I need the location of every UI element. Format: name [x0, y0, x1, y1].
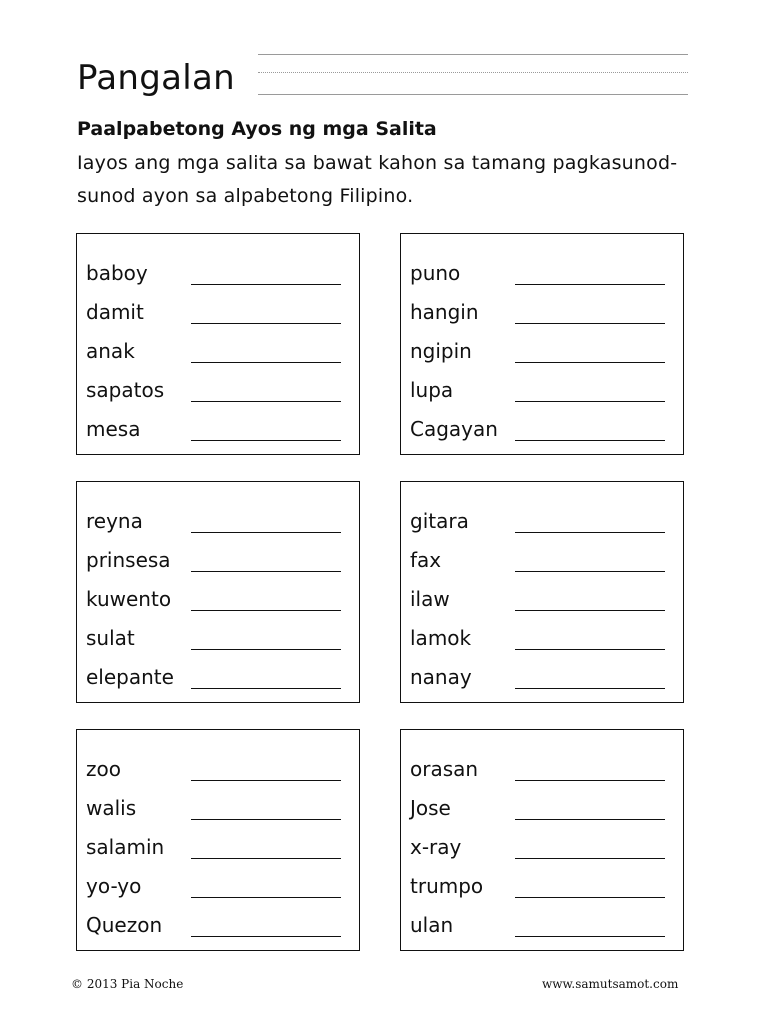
word-row: [86, 585, 348, 615]
name-writing-lines[interactable]: [258, 54, 688, 98]
answer-blank[interactable]: [191, 323, 341, 324]
word: puno: [410, 261, 461, 285]
word-row: [410, 585, 672, 615]
word-row: [86, 624, 348, 654]
word: kuwento: [86, 587, 172, 611]
word: Jose: [410, 796, 451, 820]
word-box-3: [76, 481, 360, 703]
word: elepante: [86, 665, 174, 689]
word-row: [410, 415, 672, 445]
word-row: [410, 663, 672, 693]
name-label: Pangalan: [77, 58, 236, 98]
word-row: [86, 415, 348, 445]
answer-blank[interactable]: [191, 780, 341, 781]
word-box-5: [76, 729, 360, 951]
word-row: [410, 911, 672, 941]
answer-blank[interactable]: [515, 688, 665, 689]
word-row: [86, 663, 348, 693]
answer-blank[interactable]: [515, 610, 665, 611]
answer-blank[interactable]: [515, 897, 665, 898]
word: baboy: [86, 261, 148, 285]
word: x-ray: [410, 835, 462, 859]
answer-blank[interactable]: [515, 532, 665, 533]
name-top-line: [258, 54, 688, 55]
word: reyna: [86, 509, 143, 533]
word-row: [410, 794, 672, 824]
website-link[interactable]: www.samutsamot.com: [542, 977, 679, 991]
word: damit: [86, 300, 144, 324]
word: ilaw: [410, 587, 450, 611]
word: mesa: [86, 417, 141, 441]
word-row: [86, 755, 348, 785]
word-row: [410, 755, 672, 785]
word-row: [410, 872, 672, 902]
word-row: [86, 911, 348, 941]
word-row: [410, 546, 672, 576]
answer-blank[interactable]: [191, 649, 341, 650]
word: anak: [86, 339, 135, 363]
answer-blank[interactable]: [191, 858, 341, 859]
word: trumpo: [410, 874, 484, 898]
word-row: [410, 376, 672, 406]
word-row: [410, 337, 672, 367]
word: Quezon: [86, 913, 163, 937]
word: prinsesa: [86, 548, 171, 572]
word-row: [410, 259, 672, 289]
instructions: Iayos ang mga salita sa bawat kahon sa tamang pagkasunod-sunod ayon sa alpabetong Filipino.: [77, 152, 678, 207]
word-row: [86, 833, 348, 863]
word-row: [410, 507, 672, 537]
word: fax: [410, 548, 442, 572]
answer-blank[interactable]: [515, 571, 665, 572]
answer-blank[interactable]: [191, 532, 341, 533]
word: nanay: [410, 665, 472, 689]
word-row: [86, 794, 348, 824]
word: Cagayan: [410, 417, 498, 441]
answer-blank[interactable]: [191, 688, 341, 689]
word: ulan: [410, 913, 454, 937]
word-row: [86, 872, 348, 902]
word: lamok: [410, 626, 472, 650]
word-row: [86, 376, 348, 406]
name-dotted-midline: [258, 72, 688, 73]
word: gitara: [410, 509, 469, 533]
answer-blank[interactable]: [191, 897, 341, 898]
answer-blank[interactable]: [191, 362, 341, 363]
word: sulat: [86, 626, 135, 650]
word-row: [410, 833, 672, 863]
answer-blank[interactable]: [191, 610, 341, 611]
word: lupa: [410, 378, 454, 402]
word-box-1: [76, 233, 360, 455]
word-row: [86, 298, 348, 328]
worksheet-title: Paalpabetong Ayos ng mga Salita: [77, 118, 437, 140]
word: yo-yo: [86, 874, 142, 898]
word-row: [86, 259, 348, 289]
name-base-line: [258, 94, 688, 95]
answer-blank[interactable]: [191, 571, 341, 572]
word-row: [410, 624, 672, 654]
answer-blank[interactable]: [515, 649, 665, 650]
answer-blank[interactable]: [191, 284, 341, 285]
answer-blank[interactable]: [515, 323, 665, 324]
word-row: [86, 546, 348, 576]
word: zoo: [86, 757, 121, 781]
word: walis: [86, 796, 137, 820]
answer-blank[interactable]: [515, 362, 665, 363]
answer-blank[interactable]: [515, 858, 665, 859]
word-row: [86, 507, 348, 537]
word: orasan: [410, 757, 479, 781]
word-box-6: [400, 729, 684, 951]
word-row: [86, 337, 348, 367]
answer-blank[interactable]: [191, 401, 341, 402]
word-row: [410, 298, 672, 328]
answer-blank[interactable]: [191, 819, 341, 820]
answer-blank[interactable]: [515, 284, 665, 285]
word: ngipin: [410, 339, 472, 363]
word: sapatos: [86, 378, 165, 402]
answer-blank[interactable]: [515, 401, 665, 402]
answer-blank[interactable]: [191, 440, 341, 441]
copyright-notice: © 2013 Pia Noche: [71, 977, 184, 991]
word: hangin: [410, 300, 479, 324]
answer-blank[interactable]: [515, 780, 665, 781]
word: salamin: [86, 835, 165, 859]
word-box-2: [400, 233, 684, 455]
answer-blank[interactable]: [191, 936, 341, 937]
answer-blank[interactable]: [515, 819, 665, 820]
word-box-4: [400, 481, 684, 703]
answer-blank[interactable]: [515, 936, 665, 937]
answer-blank[interactable]: [515, 440, 665, 441]
